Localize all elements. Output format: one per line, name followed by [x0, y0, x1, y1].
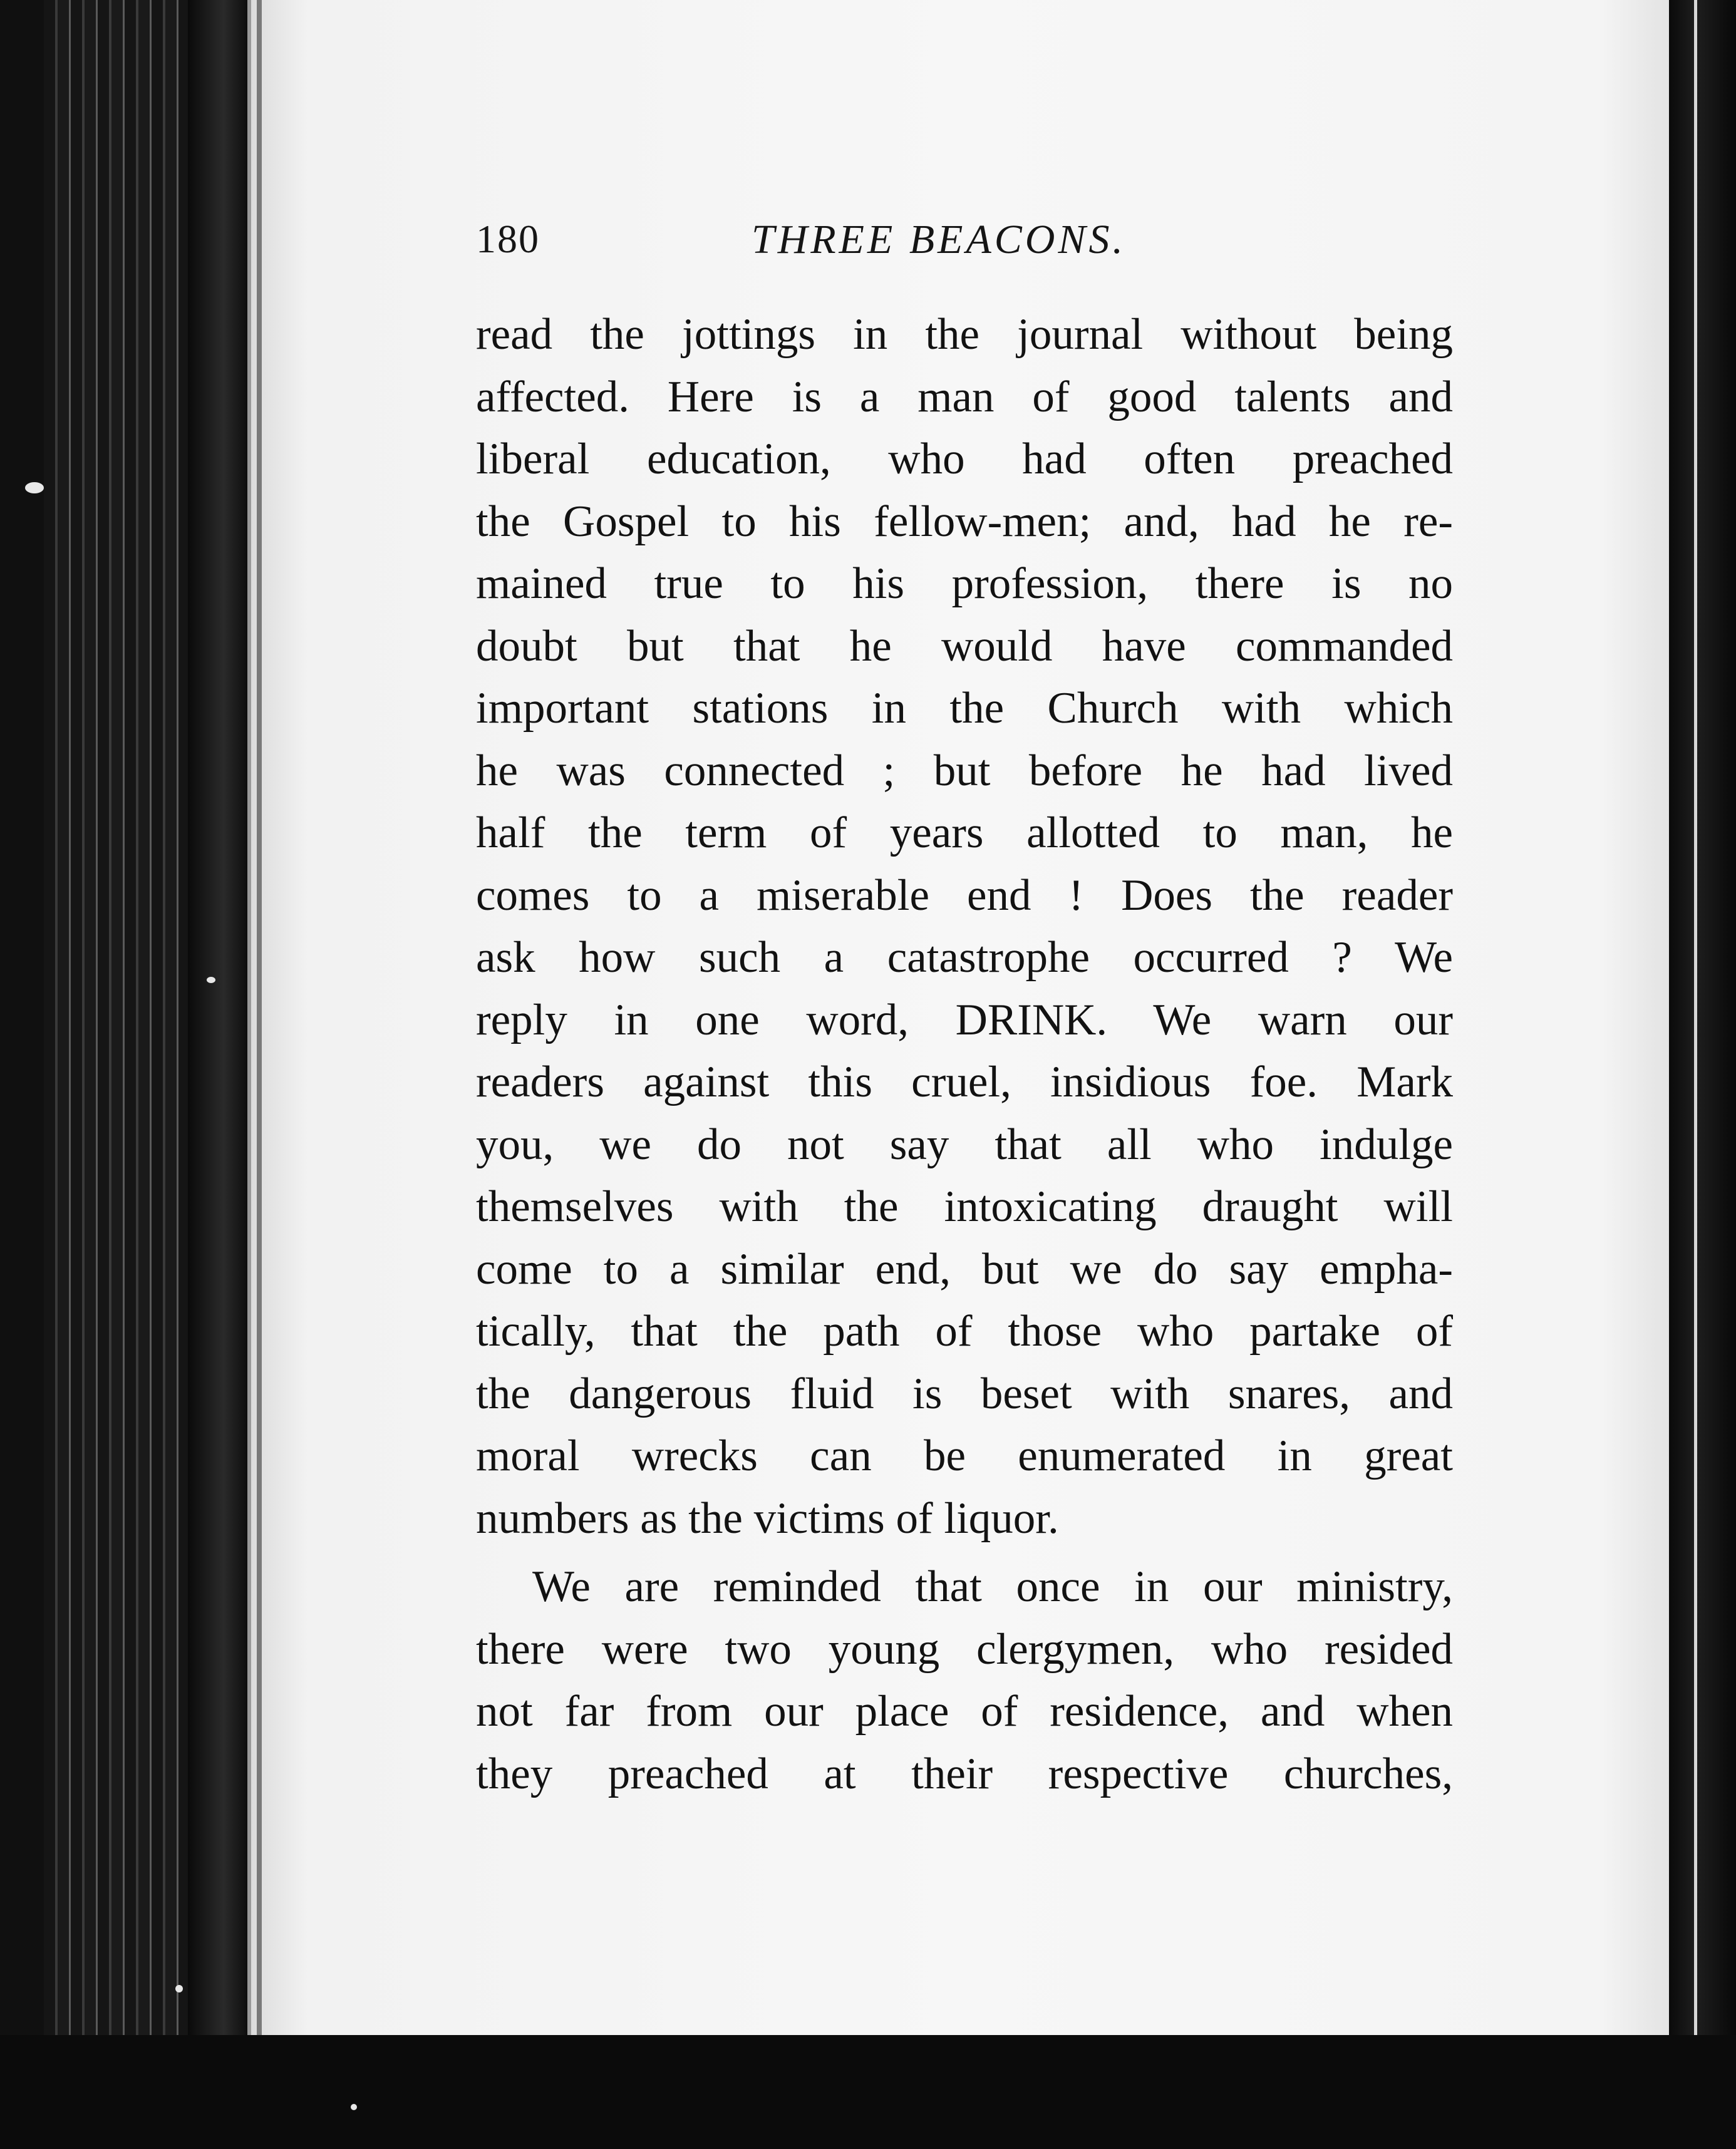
- running-head: THREE BEACONS.: [752, 217, 1126, 262]
- scan-speck: [207, 977, 215, 983]
- text-line: important stations in the Church with which: [476, 684, 1453, 733]
- text-line: liberal education, who had often preached: [476, 435, 1453, 483]
- scan-speck: [25, 482, 44, 493]
- text-line: the Gospel to his fellow-men; and, had he re-: [476, 497, 1453, 546]
- page-header: [476, 216, 1453, 266]
- text-line: mained true to his profession, there is no: [476, 559, 1453, 608]
- text-line: he was connected ; but before he had lived: [476, 746, 1453, 795]
- paragraph: [476, 1556, 1453, 1805]
- text-line: doubt but that he would have commanded: [476, 621, 1453, 671]
- paragraph: [476, 304, 1453, 1550]
- page-shadow: [188, 0, 247, 2035]
- text-line: the dangerous fluid is beset with snares, and: [476, 1369, 1453, 1418]
- scan-speck: [175, 1985, 183, 1992]
- text-line: reply in one word, DRINK. We warn our: [476, 995, 1453, 1044]
- text-line: there were two young clergymen, who resided: [476, 1624, 1453, 1674]
- bottom-scan-border: [0, 2035, 1736, 2149]
- text-line: they preached at their respective churches,: [476, 1749, 1453, 1798]
- text-line: read the jottings in the journal without being: [476, 310, 1453, 359]
- text-line: tically, that the path of those who partake of: [476, 1307, 1453, 1356]
- page-edge-line: [257, 0, 262, 2035]
- text-line: We are reminded that once in our ministry,: [532, 1562, 1453, 1611]
- right-binding: [1669, 0, 1736, 2149]
- text-line: not far from our place of residence, and when: [476, 1687, 1453, 1736]
- text-line: numbers as the victims of liquor.: [476, 1493, 1059, 1543]
- text-line: affected. Here is a man of good talents and: [476, 372, 1453, 421]
- text-line: themselves with the intoxicating draught will: [476, 1182, 1453, 1231]
- text-line: ask how such a catastrophe occurred ? We: [476, 933, 1453, 982]
- text-line: come to a similar end, but we do say empha-: [476, 1244, 1453, 1294]
- text-line: half the term of years allotted to man, he: [476, 808, 1453, 857]
- text-line: moral wrecks can be enumerated in great: [476, 1431, 1453, 1480]
- right-edge-line: [1694, 0, 1697, 2149]
- text-line: you, we do not say that all who indulge: [476, 1120, 1453, 1169]
- scan-speck: [351, 2104, 357, 2110]
- text-line: comes to a miserable end ! Does the reader: [476, 870, 1453, 920]
- text-line: readers against this cruel, insidious foe. Mark: [476, 1058, 1453, 1106]
- page-number: 180: [476, 217, 540, 261]
- body-text: [476, 304, 1453, 1805]
